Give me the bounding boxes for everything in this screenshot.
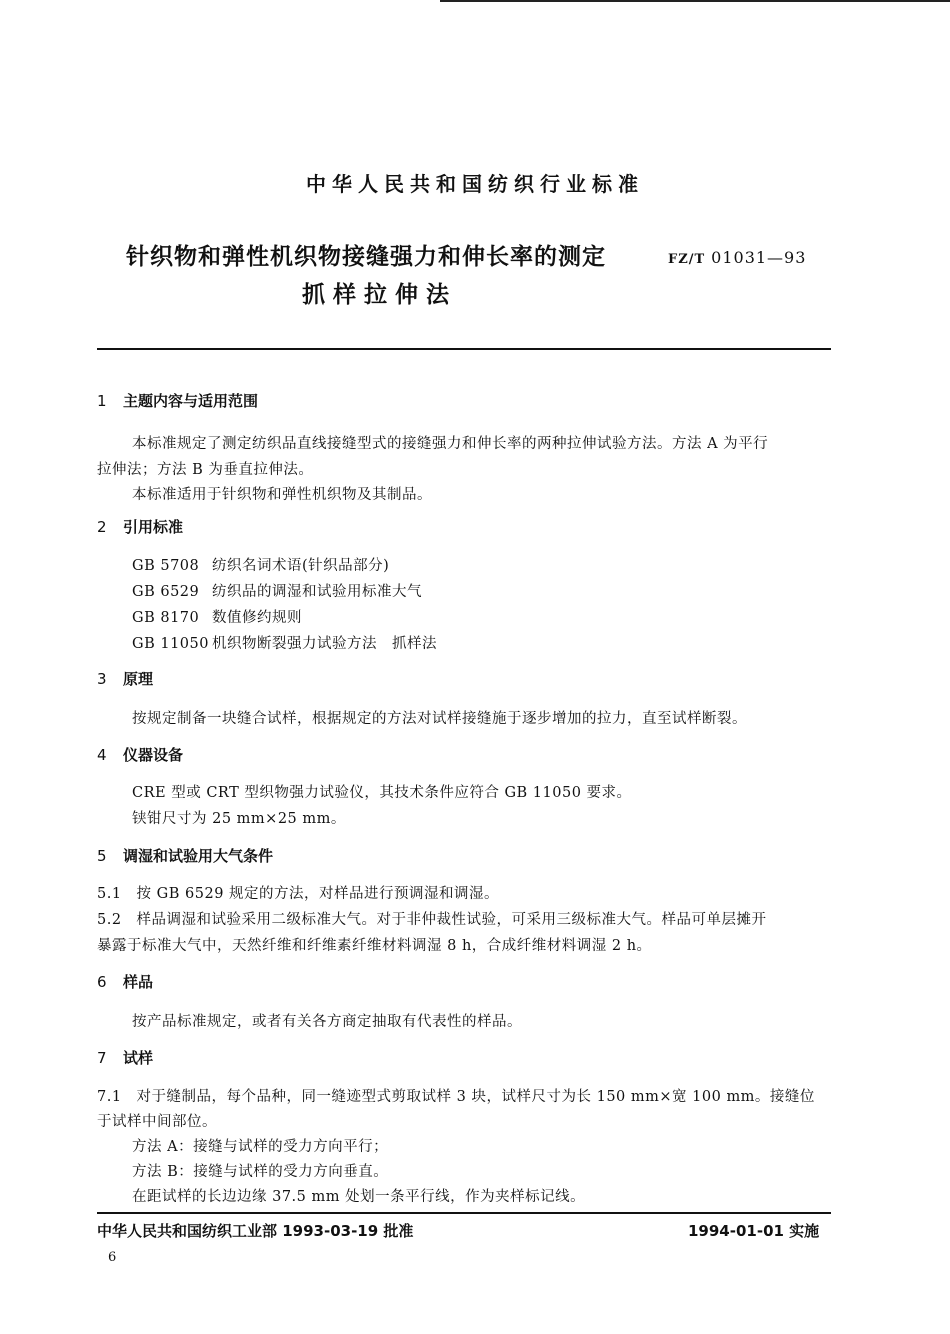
clause-5-1: 5.1 按 GB 6529 规定的方法，对样品进行预调湿和调湿。 — [97, 886, 500, 902]
section-4-para-2: 铗钳尺寸为 25 mm×25 mm。 — [132, 811, 346, 827]
page-number: 6 — [108, 1250, 117, 1265]
section-6-para-1: 按产品标准规定，或者有关各方商定抽取有代表性的样品。 — [132, 1014, 522, 1030]
section-5-heading: 5 调湿和试验用大气条件 — [97, 847, 274, 865]
clause-7-1a: 7.1 对于缝制品，每个品种，同一缝迹型式剪取试样 3 块，试样尺寸为长 150 mm×宽 100 mm。接缝位 — [97, 1089, 815, 1105]
marking-line-note: 在距试样的长边边缘 37.5 mm 处划一条平行线，作为夹样标记线。 — [132, 1189, 586, 1205]
section-4-heading: 4 仪器设备 — [97, 746, 184, 764]
reference-item: GB 11050 机织物断裂强力试验方法 抓样法 — [132, 636, 437, 652]
reference-item: GB 6529 纺织品的调湿和试验用标准大气 — [132, 584, 422, 600]
top-border-line — [440, 0, 950, 2]
section-6-heading: 6 样品 — [97, 973, 154, 991]
section-4-para-1: CRE 型或 CRT 型织物强力试验仪，其技术条件应符合 GB 11050 要求。 — [132, 785, 632, 801]
clause-5-2b: 暴露于标准大气中，天然纤维和纤维素纤维材料调湿 8 h，合成纤维材料调湿 2 h。 — [97, 938, 652, 954]
document-subtitle: 抓样拉伸法 — [302, 282, 457, 308]
document-header: 中华人民共和国纺织行业标准 — [306, 172, 644, 196]
section-1-para-1b: 拉伸法；方法 B 为垂直拉伸法。 — [97, 462, 314, 478]
clause-5-2a: 5.2 样品调湿和试验采用二级标准大气。对于非仲裁性试验，可采用三级标准大气。样品可单层摊开 — [97, 912, 767, 928]
standard-number — [668, 248, 806, 267]
section-1-para-1a: 本标准规定了测定纺织品直线接缝型式的接缝强力和伸长率的两种拉伸试验方法。方法 A 为平行 — [132, 436, 769, 452]
method-b: 方法 B：接缝与试样的受力方向垂直。 — [132, 1164, 389, 1180]
section-3-heading: 3 原理 — [97, 670, 154, 688]
effective-date: 1994-01-01 实施 — [688, 1222, 820, 1240]
section-3-para-1: 按规定制备一块缝合试样，根据规定的方法对试样接缝施于逐步增加的拉力，直至试样断裂。 — [132, 711, 747, 727]
reference-item: GB 8170 数值修约规则 — [132, 610, 302, 626]
approval-date: 中华人民共和国纺织工业部 1993-03-19 批准 — [97, 1222, 414, 1240]
method-a: 方法 A：接缝与试样的受力方向平行； — [132, 1139, 389, 1155]
footer-divider — [97, 1212, 831, 1214]
document-title: 针织物和弹性机织物接缝强力和伸长率的测定 — [126, 244, 606, 270]
standard-prefix: FZ/T — [668, 252, 706, 267]
clause-7-1b: 于试样中间部位。 — [97, 1114, 217, 1130]
section-1-heading: 1 主题内容与适用范围 — [97, 392, 259, 410]
standard-code: 01031—93 — [711, 248, 807, 267]
section-7-heading: 7 试样 — [97, 1049, 154, 1067]
section-2-heading: 2 引用标准 — [97, 518, 184, 536]
title-divider — [97, 348, 831, 350]
reference-item: GB 5708 纺织名词术语(针织品部分) — [132, 558, 390, 574]
section-1-para-2: 本标准适用于针织物和弹性机织物及其制品。 — [132, 487, 432, 503]
